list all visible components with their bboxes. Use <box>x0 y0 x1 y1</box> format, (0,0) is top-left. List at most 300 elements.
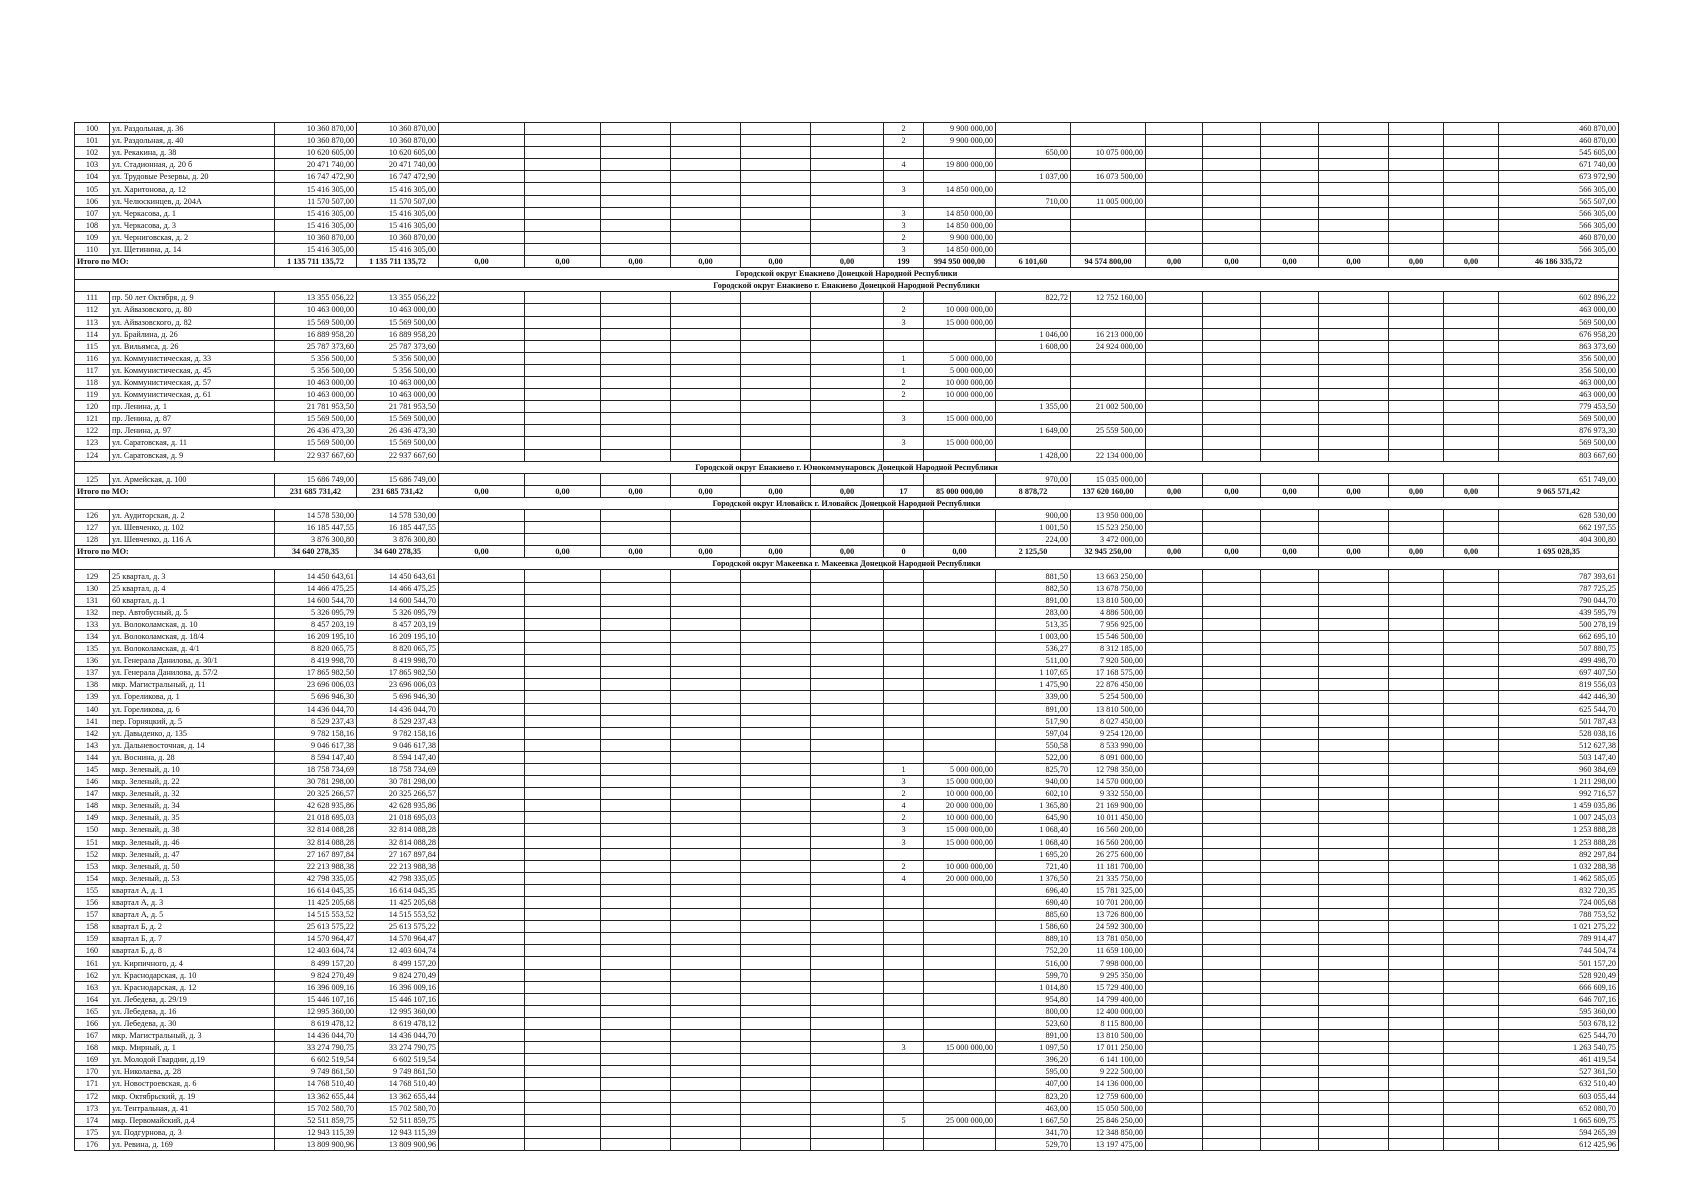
value-cell <box>1203 1066 1261 1078</box>
value-cell <box>1389 364 1444 376</box>
value-cell <box>525 135 601 147</box>
value-cell <box>671 933 741 945</box>
value-cell <box>924 618 996 630</box>
value-cell <box>601 993 671 1005</box>
value-cell <box>525 183 601 195</box>
value-cell <box>1319 364 1389 376</box>
value-cell: 17 865 982,50 <box>357 667 439 679</box>
row-number: 110 <box>75 243 110 255</box>
value-cell: 5 000 000,00 <box>924 364 996 376</box>
value-cell: 6 141 100,00 <box>1071 1054 1146 1066</box>
value-cell: 12 995 360,00 <box>357 1005 439 1017</box>
value-cell <box>601 884 671 896</box>
value-cell: 1 014,80 <box>996 981 1071 993</box>
value-cell <box>1146 1042 1203 1054</box>
value-cell: 21 781 953,50 <box>357 401 439 413</box>
value-cell <box>439 763 525 775</box>
value-cell <box>1261 872 1319 884</box>
value-cell <box>1261 800 1319 812</box>
value-cell <box>1146 1102 1203 1114</box>
total-label: Итого по МО: <box>75 546 275 558</box>
table-row <box>75 824 1619 836</box>
address-cell: ул. Армейская, д. 100 <box>110 473 275 485</box>
value-cell <box>1203 473 1261 485</box>
value-cell <box>601 751 671 763</box>
table-row <box>75 413 1619 425</box>
address-cell: ул. Кирпичного, д. 4 <box>110 957 275 969</box>
value-cell: 994 950 000,00 <box>924 256 996 268</box>
value-cell: 12 403 604,74 <box>275 945 357 957</box>
value-cell <box>1319 763 1389 775</box>
value-cell <box>601 763 671 775</box>
value-cell: 5 356 500,00 <box>357 352 439 364</box>
value-cell <box>1444 1030 1499 1042</box>
row-number: 133 <box>75 618 110 630</box>
value-cell <box>1319 231 1389 243</box>
value-cell <box>601 969 671 981</box>
value-cell: 3 472 000,00 <box>1071 534 1146 546</box>
value-cell: 15 569 500,00 <box>357 437 439 449</box>
value-cell <box>1146 824 1203 836</box>
value-cell <box>601 413 671 425</box>
value-cell: 0,00 <box>741 546 811 558</box>
value-cell <box>601 836 671 848</box>
value-cell <box>671 897 741 909</box>
value-cell <box>525 437 601 449</box>
value-cell: 16 185 447,55 <box>275 522 357 534</box>
value-cell <box>924 340 996 352</box>
value-cell <box>671 159 741 171</box>
value-cell <box>1319 703 1389 715</box>
address-cell: мкр. Октябрьский, д. 19 <box>110 1090 275 1102</box>
value-cell <box>525 594 601 606</box>
value-cell <box>1389 1078 1444 1090</box>
value-cell <box>601 316 671 328</box>
value-cell: 752,20 <box>996 945 1071 957</box>
address-cell: пер. Автобусный, д. 5 <box>110 606 275 618</box>
value-cell <box>1319 219 1389 231</box>
value-cell <box>884 1066 924 1078</box>
value-cell <box>671 909 741 921</box>
row-number: 112 <box>75 304 110 316</box>
value-cell <box>924 655 996 667</box>
value-cell <box>811 751 884 763</box>
value-cell: 0,00 <box>601 256 671 268</box>
row-number: 166 <box>75 1017 110 1029</box>
value-cell <box>884 594 924 606</box>
value-cell: 595 360,00 <box>1499 1005 1619 1017</box>
value-cell <box>601 437 671 449</box>
value-cell: 17 011 250,00 <box>1071 1042 1146 1054</box>
value-cell <box>884 969 924 981</box>
value-cell: 15 416 305,00 <box>357 243 439 255</box>
value-cell <box>811 1054 884 1066</box>
value-cell: 13 809 900,96 <box>275 1138 357 1150</box>
value-cell <box>884 655 924 667</box>
value-cell <box>601 1054 671 1066</box>
value-cell: 8 619 478,12 <box>357 1017 439 1029</box>
value-cell <box>1319 715 1389 727</box>
value-cell <box>884 739 924 751</box>
value-cell: 15 000 000,00 <box>924 413 996 425</box>
value-cell: 970,00 <box>996 473 1071 485</box>
value-cell <box>1203 231 1261 243</box>
address-cell: ул. Генерала Данилова, д. 57/2 <box>110 667 275 679</box>
value-cell <box>741 897 811 909</box>
value-cell: 15 569 500,00 <box>357 413 439 425</box>
value-cell: 9 782 158,16 <box>275 727 357 739</box>
value-cell <box>1261 292 1319 304</box>
row-number: 145 <box>75 763 110 775</box>
table-row <box>75 534 1619 546</box>
value-cell <box>439 606 525 618</box>
value-cell: 15 569 500,00 <box>275 413 357 425</box>
value-cell: 3 <box>884 836 924 848</box>
value-cell <box>811 848 884 860</box>
value-cell <box>811 1126 884 1138</box>
value-cell <box>1319 340 1389 352</box>
value-cell <box>924 667 996 679</box>
value-cell <box>1319 1078 1389 1090</box>
value-cell <box>811 534 884 546</box>
value-cell <box>996 389 1071 401</box>
value-cell: 11 570 507,00 <box>357 195 439 207</box>
row-number: 116 <box>75 352 110 364</box>
value-cell <box>671 969 741 981</box>
value-cell <box>671 630 741 642</box>
value-cell <box>1071 304 1146 316</box>
value-cell <box>601 376 671 388</box>
value-cell: 1 <box>884 364 924 376</box>
value-cell: 460 870,00 <box>1499 135 1619 147</box>
value-cell: 20 471 740,00 <box>275 159 357 171</box>
value-cell <box>1146 763 1203 775</box>
value-cell <box>1261 207 1319 219</box>
value-cell <box>741 884 811 896</box>
value-cell <box>1389 969 1444 981</box>
value-cell: 0,00 <box>525 485 601 497</box>
value-cell <box>671 872 741 884</box>
value-cell <box>1261 993 1319 1005</box>
value-cell <box>924 630 996 642</box>
value-cell: 602,10 <box>996 788 1071 800</box>
value-cell <box>1261 763 1319 775</box>
value-cell <box>1444 969 1499 981</box>
value-cell: 13 810 500,00 <box>1071 703 1146 715</box>
value-cell <box>439 534 525 546</box>
value-cell <box>671 751 741 763</box>
value-cell <box>1203 376 1261 388</box>
value-cell: 32 814 088,28 <box>357 836 439 848</box>
value-cell <box>1146 437 1203 449</box>
value-cell: 14 799 400,00 <box>1071 993 1146 1005</box>
row-number: 162 <box>75 969 110 981</box>
table-row <box>75 195 1619 207</box>
value-cell <box>741 1138 811 1150</box>
value-cell <box>1146 522 1203 534</box>
value-cell <box>525 715 601 727</box>
value-cell: 10 463 000,00 <box>275 389 357 401</box>
value-cell <box>741 171 811 183</box>
value-cell <box>1319 352 1389 364</box>
row-number: 164 <box>75 993 110 1005</box>
value-cell <box>1319 195 1389 207</box>
value-cell <box>601 183 671 195</box>
value-cell: 17 168 575,00 <box>1071 667 1146 679</box>
address-cell: 25 квартал, д. 3 <box>110 570 275 582</box>
value-cell <box>439 643 525 655</box>
value-cell <box>1389 123 1444 135</box>
table-row <box>75 788 1619 800</box>
value-cell: 3 <box>884 824 924 836</box>
table-row <box>75 872 1619 884</box>
value-cell <box>811 231 884 243</box>
address-cell: ул. Лебедева, д. 30 <box>110 1017 275 1029</box>
value-cell <box>1319 304 1389 316</box>
value-cell <box>811 352 884 364</box>
value-cell <box>671 425 741 437</box>
value-cell <box>1203 171 1261 183</box>
address-cell: ул. Черкасова, д. 3 <box>110 219 275 231</box>
section-title: Городской округ Енакиево Донецкой Народной Республики <box>75 268 1619 280</box>
value-cell: 4 <box>884 159 924 171</box>
value-cell: 652 080,70 <box>1499 1102 1619 1114</box>
value-cell <box>671 667 741 679</box>
value-cell <box>884 570 924 582</box>
value-cell <box>741 473 811 485</box>
value-cell: 8 878,72 <box>996 485 1071 497</box>
value-cell <box>884 618 924 630</box>
value-cell <box>741 993 811 1005</box>
row-number: 113 <box>75 316 110 328</box>
value-cell <box>671 679 741 691</box>
value-cell: 0,00 <box>1444 256 1499 268</box>
value-cell <box>1444 123 1499 135</box>
value-cell <box>741 812 811 824</box>
value-cell: 5 326 095,79 <box>357 606 439 618</box>
total-label: Итого по МО: <box>75 485 275 497</box>
value-cell <box>884 981 924 993</box>
row-number: 135 <box>75 643 110 655</box>
value-cell: 1 032 288,38 <box>1499 860 1619 872</box>
value-cell <box>811 1017 884 1029</box>
value-cell <box>525 800 601 812</box>
value-cell <box>1389 207 1444 219</box>
value-cell <box>439 123 525 135</box>
value-cell <box>601 171 671 183</box>
value-cell <box>741 316 811 328</box>
value-cell <box>1261 425 1319 437</box>
value-cell <box>1319 328 1389 340</box>
value-cell: 697 407,50 <box>1499 667 1619 679</box>
value-cell: 52 511 859,75 <box>357 1114 439 1126</box>
value-cell <box>1203 1102 1261 1114</box>
value-cell <box>601 425 671 437</box>
value-cell <box>1389 570 1444 582</box>
address-cell: ул. Ревина, д. 169 <box>110 1138 275 1150</box>
value-cell: 5 696 946,30 <box>275 691 357 703</box>
value-cell: 7 956 925,00 <box>1071 618 1146 630</box>
value-cell <box>741 848 811 860</box>
value-cell <box>439 1030 525 1042</box>
table-row <box>75 231 1619 243</box>
value-cell <box>1444 147 1499 159</box>
value-cell <box>671 763 741 775</box>
address-cell: пр. Ленина, д. 1 <box>110 401 275 413</box>
value-cell <box>1444 376 1499 388</box>
value-cell <box>811 812 884 824</box>
value-cell: 569 500,00 <box>1499 413 1619 425</box>
row-number: 111 <box>75 292 110 304</box>
value-cell <box>924 570 996 582</box>
value-cell <box>671 1126 741 1138</box>
value-cell: 8 529 237,43 <box>275 715 357 727</box>
value-cell <box>1261 582 1319 594</box>
value-cell: 0,00 <box>671 485 741 497</box>
value-cell: 23 696 006,03 <box>357 679 439 691</box>
value-cell <box>924 715 996 727</box>
value-cell <box>601 1042 671 1054</box>
value-cell <box>1444 715 1499 727</box>
value-cell: 522,00 <box>996 751 1071 763</box>
value-cell: 15 569 500,00 <box>275 437 357 449</box>
value-cell <box>1146 147 1203 159</box>
value-cell <box>811 618 884 630</box>
value-cell: 3 <box>884 316 924 328</box>
value-cell <box>1261 195 1319 207</box>
value-cell <box>1146 921 1203 933</box>
value-cell: 1 007 245,03 <box>1499 812 1619 824</box>
value-cell <box>1261 1030 1319 1042</box>
value-cell: 10 000 000,00 <box>924 376 996 388</box>
value-cell <box>1444 897 1499 909</box>
value-cell <box>884 933 924 945</box>
value-cell: 1 365,80 <box>996 800 1071 812</box>
value-cell <box>1389 340 1444 352</box>
value-cell <box>884 679 924 691</box>
value-cell: 14 850 000,00 <box>924 243 996 255</box>
value-cell <box>439 340 525 352</box>
row-number: 115 <box>75 340 110 352</box>
value-cell <box>439 171 525 183</box>
value-cell <box>741 981 811 993</box>
value-cell <box>1146 703 1203 715</box>
value-cell <box>1146 800 1203 812</box>
value-cell: 10 463 000,00 <box>357 389 439 401</box>
row-number: 126 <box>75 510 110 522</box>
value-cell <box>439 1126 525 1138</box>
address-cell: ул. Николаева, д. 28 <box>110 1066 275 1078</box>
value-cell <box>1146 1078 1203 1090</box>
value-cell <box>1261 340 1319 352</box>
value-cell: 523,60 <box>996 1017 1071 1029</box>
value-cell: 8 529 237,43 <box>357 715 439 727</box>
value-cell <box>525 1090 601 1102</box>
value-cell <box>1389 679 1444 691</box>
value-cell <box>525 727 601 739</box>
value-cell <box>741 570 811 582</box>
value-cell <box>1203 1030 1261 1042</box>
value-cell <box>884 727 924 739</box>
value-cell <box>741 763 811 775</box>
value-cell <box>439 147 525 159</box>
table-row <box>75 897 1619 909</box>
value-cell <box>439 909 525 921</box>
value-cell <box>1319 655 1389 667</box>
value-cell: 0,00 <box>1146 546 1203 558</box>
value-cell <box>1146 993 1203 1005</box>
table-row <box>75 207 1619 219</box>
value-cell <box>1203 667 1261 679</box>
table-row <box>75 945 1619 957</box>
table-row <box>75 389 1619 401</box>
value-cell: 13 726 800,00 <box>1071 909 1146 921</box>
value-cell: 14 850 000,00 <box>924 183 996 195</box>
address-cell: 25 квартал, д. 4 <box>110 582 275 594</box>
value-cell <box>741 751 811 763</box>
value-cell <box>1261 364 1319 376</box>
value-cell <box>439 1042 525 1054</box>
value-cell <box>1319 909 1389 921</box>
value-cell <box>741 364 811 376</box>
value-cell: 2 <box>884 123 924 135</box>
value-cell <box>525 376 601 388</box>
table-row <box>75 1090 1619 1102</box>
value-cell <box>1389 909 1444 921</box>
value-cell: 15 546 500,00 <box>1071 630 1146 642</box>
value-cell <box>1203 739 1261 751</box>
value-cell <box>1444 643 1499 655</box>
value-cell: 14 570 000,00 <box>1071 776 1146 788</box>
value-cell: 14 768 510,40 <box>275 1078 357 1090</box>
value-cell: 11 659 100,00 <box>1071 945 1146 957</box>
value-cell <box>811 969 884 981</box>
value-cell: 832 720,35 <box>1499 884 1619 896</box>
value-cell: 662 197,55 <box>1499 522 1619 534</box>
value-cell <box>525 1102 601 1114</box>
address-cell: ул. Коммунистическая, д. 61 <box>110 389 275 401</box>
value-cell <box>671 776 741 788</box>
value-cell <box>924 945 996 957</box>
value-cell <box>741 643 811 655</box>
row-number: 152 <box>75 848 110 860</box>
value-cell <box>601 1090 671 1102</box>
value-cell <box>439 1090 525 1102</box>
value-cell <box>439 630 525 642</box>
value-cell: 14 466 475,25 <box>357 582 439 594</box>
value-cell: 1 211 298,00 <box>1499 776 1619 788</box>
value-cell <box>1444 957 1499 969</box>
value-cell <box>1203 812 1261 824</box>
value-cell <box>741 195 811 207</box>
value-cell <box>601 655 671 667</box>
value-cell <box>1319 292 1389 304</box>
value-cell <box>601 945 671 957</box>
row-number: 150 <box>75 824 110 836</box>
value-cell <box>601 401 671 413</box>
value-cell: 52 511 859,75 <box>275 1114 357 1126</box>
value-cell <box>601 1005 671 1017</box>
value-cell: 10 360 870,00 <box>275 123 357 135</box>
value-cell <box>1203 389 1261 401</box>
value-cell <box>1389 389 1444 401</box>
value-cell <box>884 534 924 546</box>
value-cell <box>1444 824 1499 836</box>
value-cell <box>1389 727 1444 739</box>
value-cell: 11 181 700,00 <box>1071 860 1146 872</box>
value-cell: 11 570 507,00 <box>275 195 357 207</box>
value-cell <box>1319 776 1389 788</box>
